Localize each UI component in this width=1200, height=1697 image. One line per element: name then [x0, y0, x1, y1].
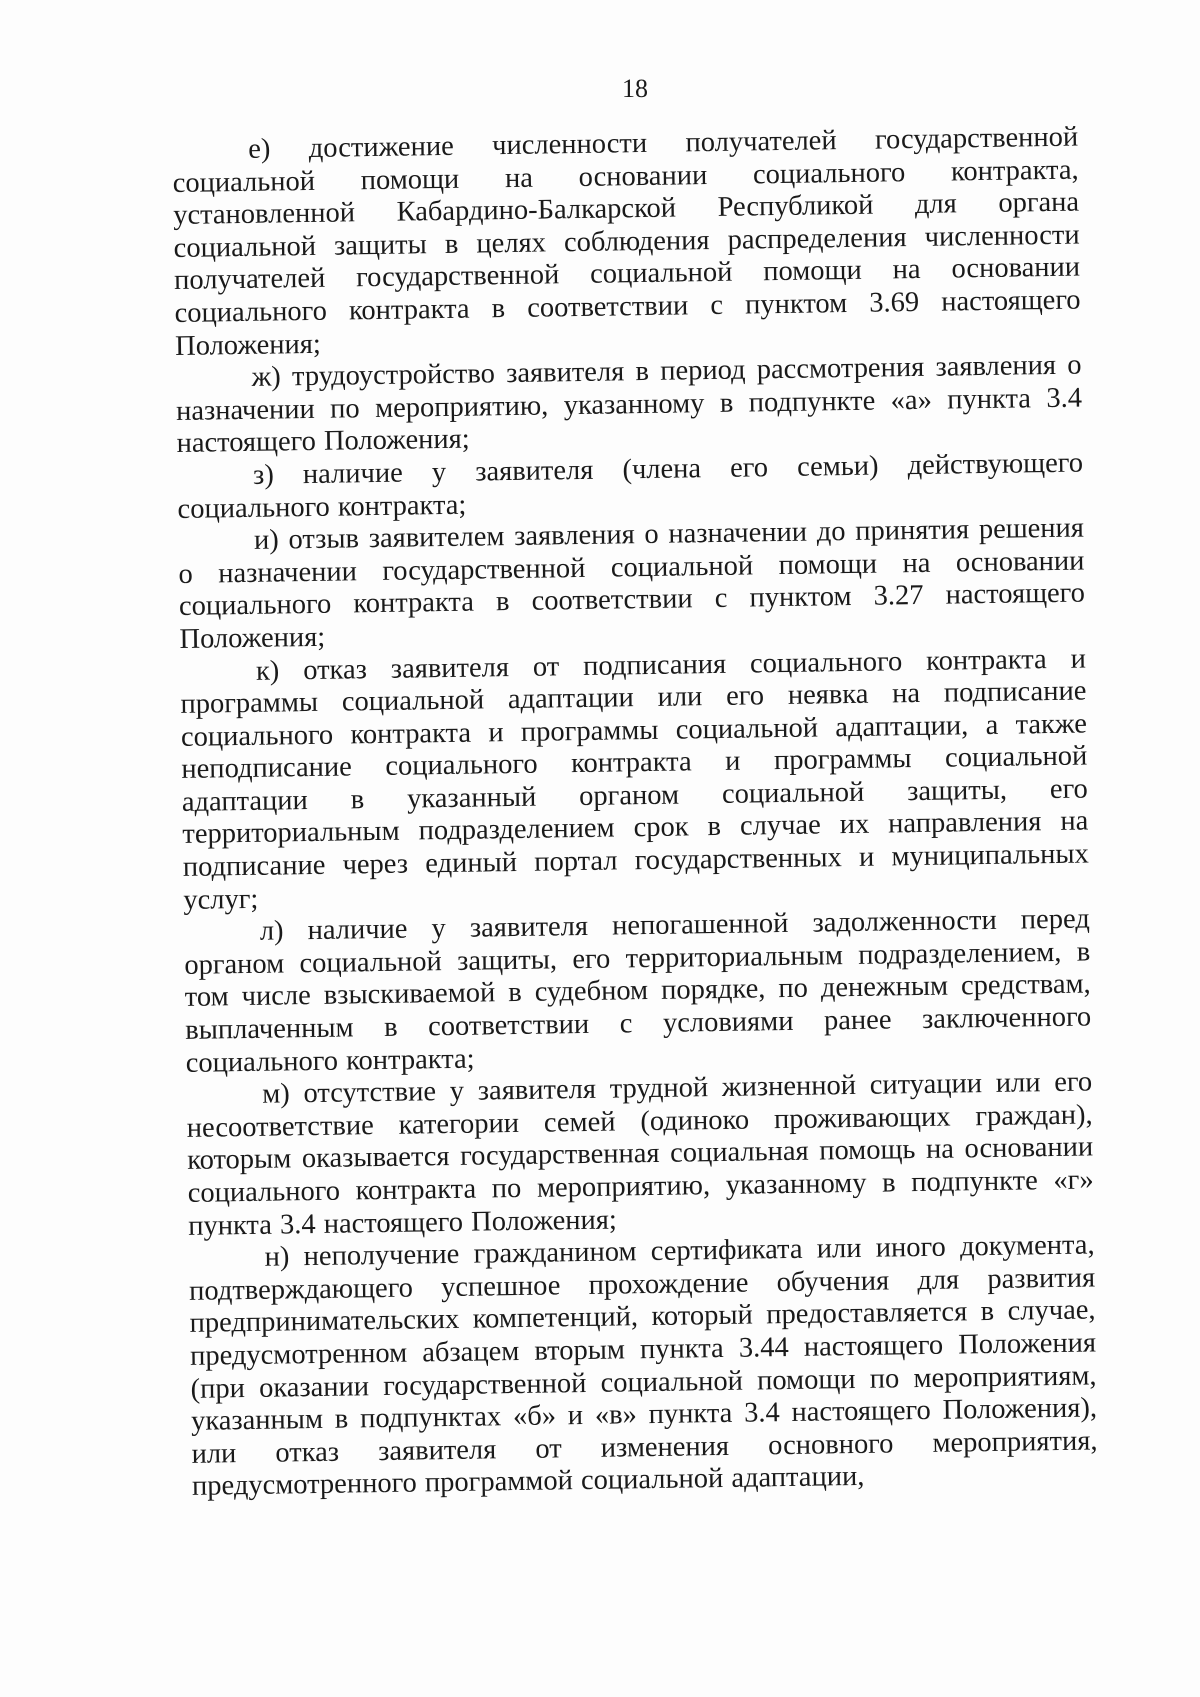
- paragraph-zh: ж) трудоустройство заявителя в период рассмотрения заявления о назначении по мероприятию, указанному в подпункте «а» пункта 3.4 настоящего Положения;: [175, 349, 1083, 460]
- paragraph-e: е) достижение численности получателей государственной социальной помощи на основании социального контракта, установленной Кабардино-Балкарской Республикой для органа социальной защиты в целях соблюдения распределения численности получателей государственной социальной помощи на основании социального контракта в соответствии с пунктом 3.69 настоящего Положения;: [172, 121, 1081, 362]
- paragraph-m: м) отсутствие у заявителя трудной жизненной ситуации или его несоответствие категории семей (одиноко проживающих граждан), которым оказывается государственная социальная помощь на основании социального контракта по мероприятию, указанному в подпункте «г» пункта 3.4 настоящего Положения;: [186, 1066, 1094, 1242]
- paragraph-k: к) отказ заявителя от подписания социального контракта и программы социальной адаптации или его неявка на подписание социального контракта и программы социальной адаптации, а также неподписание социального контракта и программы социальной адаптации в указанный органом социальной защиты, его территориальным подразделением срок в случае их направления на подписание через единый портал государственных и муниципальных услуг;: [180, 643, 1089, 916]
- paragraph-l: л) наличие у заявителя непогашенной задолженности перед органом социальной защиты, его территориальным подразделением, в том числе взыскиваемой в судебном порядке, по денежным средствам, выплаченным в соответствии с условиями ранее заключенного социального контракта;: [184, 903, 1092, 1079]
- paragraph-i: и) отзыв заявителем заявления о назначении до принятия решения о назначении государственной социальной помощи на основании социального контракта в соответствии с пунктом 3.27 настоящего Положения;: [178, 512, 1086, 655]
- document-body: [172, 122, 1098, 1504]
- paragraph-n: н) неполучение гражданином сертификата или иного документа, подтверждающего успешное прохождение обучения для развития предпринимательских компетенций, который предоставляется в случае, предусмотренном абзацем вторым пункта 3.44 настоящего Положения (при оказании государственной социальной помощи по мероприятиям, указанным в подпунктах «б» и «в» пункта 3.4 настоящего Положения), или отказ заявителя от изменения основного мероприятия, предусмотренного программой социальной адаптации,: [188, 1229, 1098, 1503]
- page-number: 18: [622, 74, 648, 103]
- paragraph-z: з) наличие у заявителя (члена его семьи) действующего социального контракта;: [177, 447, 1084, 525]
